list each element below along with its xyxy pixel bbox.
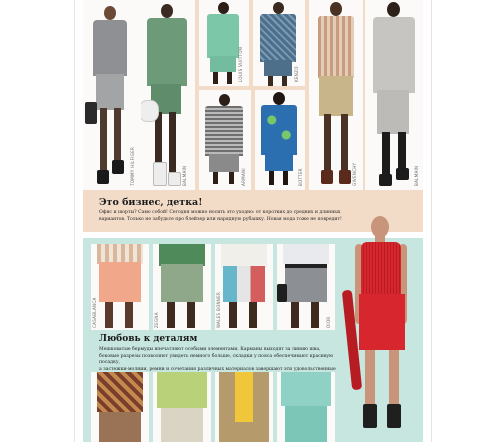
model-shoe: [339, 170, 351, 184]
designer-label: BALMAIN: [415, 165, 420, 186]
designer-label: ZEGNA: [155, 312, 160, 328]
model-leg: [324, 114, 331, 170]
model-sock: [363, 404, 377, 428]
designer-label: CASABLANCA: [93, 297, 98, 328]
photo-peach-shorts: [91, 244, 149, 330]
designer-label: GIVENCHY: [353, 162, 358, 186]
model-leg: [283, 171, 288, 185]
model-leg: [114, 108, 121, 162]
model-jacket: [373, 17, 415, 93]
photo-lime-shirt: [153, 372, 211, 442]
model-shirt: [97, 372, 143, 412]
model-head: [219, 94, 230, 106]
model-shorts: [265, 153, 293, 171]
designer-label: ARMANI: [242, 168, 247, 186]
model-head: [273, 92, 285, 105]
model-leg: [187, 302, 195, 328]
model-leg: [100, 108, 107, 170]
model-shirt: [235, 372, 253, 422]
model-shorts: [209, 154, 239, 172]
model-bag: [277, 284, 287, 302]
model-shorts: [161, 264, 203, 302]
photo-grey-suit: [83, 0, 141, 190]
model-leg: [249, 302, 257, 328]
photo-red-outfit: [341, 208, 423, 442]
model-leg: [169, 112, 176, 172]
model-leg: [291, 302, 299, 328]
model-jacket: [260, 14, 296, 62]
model-leg: [382, 132, 390, 174]
model-bag: [141, 100, 159, 122]
section-title: Это бизнес, детка!: [99, 197, 203, 208]
photo-olive-shorts: [153, 244, 211, 330]
model-jacket: [147, 18, 187, 86]
model-shirt: [157, 372, 207, 408]
model-shoe: [168, 172, 181, 186]
model-shorts: [99, 262, 141, 302]
designer-label: KENZO: [295, 66, 300, 82]
model-shoe: [112, 160, 124, 174]
model-leg: [398, 132, 406, 170]
model-jacket: [93, 20, 127, 76]
model-shorts: [285, 268, 327, 302]
model-jacket: [207, 14, 239, 58]
model-leg: [125, 302, 133, 328]
photo-patch-shorts: [215, 244, 273, 330]
magazine-page: [74, 0, 432, 442]
photo-khaki-shorts: [309, 0, 363, 190]
photo-green-suit: [141, 0, 195, 190]
model-shorts: [359, 294, 405, 350]
model-leg: [341, 114, 348, 170]
model-shoe: [321, 170, 333, 184]
text-line: боковые разрезы позволяют увидеть немного больше, складки у пояса обеспечивают красивую посадку,: [99, 353, 334, 366]
model-leg: [269, 171, 274, 185]
photo-plaid-suit: [253, 0, 305, 86]
model-head: [387, 2, 400, 17]
text-line: вариантов. Только не забудьте про блейзер или нарядную рубашку. Новая мода тоже не повредит!: [99, 216, 342, 222]
model-leg: [282, 76, 287, 86]
model-head: [161, 4, 173, 18]
model-shirt: [318, 16, 354, 78]
model-leg: [268, 76, 273, 86]
model-leg: [389, 350, 399, 406]
model-shorts: [161, 408, 203, 442]
photo-check-jacket: [199, 90, 251, 190]
model-leg: [229, 172, 234, 184]
model-shirt: [283, 244, 329, 264]
model-shirt: [281, 372, 331, 406]
model-head: [273, 2, 284, 14]
model-shoe: [97, 170, 109, 184]
model-head: [218, 2, 229, 14]
model-shorts: [264, 60, 292, 76]
model-shorts: [99, 412, 141, 442]
model-shirt: [97, 244, 143, 264]
model-shorts: [223, 266, 265, 302]
details-section: [83, 238, 423, 442]
model-leg: [105, 302, 113, 328]
designer-label: LOUIS VUITTON: [239, 46, 244, 82]
model-shirt: [221, 244, 267, 268]
photo-tan-coat: [215, 372, 273, 442]
model-shorts: [210, 56, 236, 72]
text-line: Офис и шорты? Само собой! Сегодня можно носить это уходно: от коротких до средних и длинных: [99, 210, 341, 215]
designer-label: DIOR: [327, 316, 332, 328]
section-title: Любовь к деталям: [99, 334, 198, 344]
model-leg: [227, 72, 232, 84]
model-leg: [213, 172, 218, 184]
photo-light-grey-suit: [365, 0, 423, 190]
business-section: [83, 0, 423, 232]
photo-mint-set: [277, 372, 335, 442]
model-shorts: [319, 76, 353, 116]
model-shorts: [377, 90, 409, 134]
photo-mint-suit: [199, 0, 249, 86]
model-head: [104, 6, 116, 20]
model-bag: [85, 102, 97, 124]
model-jacket: [205, 106, 243, 156]
model-leg: [229, 302, 237, 328]
text-line: а застежки-молнии, ремни и сочетания различных материалов завершают эти удовольственные: [99, 366, 336, 372]
model-shoe: [379, 174, 392, 186]
model-leg: [167, 302, 175, 328]
model-shorts: [285, 406, 327, 442]
model-shoe: [153, 162, 167, 186]
model-jacket: [261, 105, 297, 155]
designer-label: BOTTER: [299, 168, 304, 186]
model-head: [371, 216, 389, 238]
model-sock: [387, 404, 401, 428]
designer-label: TOMMY HILFIGER: [131, 146, 136, 186]
model-shoe: [396, 168, 409, 180]
designer-label: WALES BONNER: [217, 291, 222, 328]
photo-belted-shorts: [277, 244, 335, 330]
photo-blue-floral: [255, 90, 305, 190]
model-leg: [213, 72, 218, 84]
model-shorts: [96, 74, 124, 110]
model-shirt: [159, 244, 205, 266]
model-leg: [311, 302, 319, 328]
designer-label: BALMAIN: [183, 165, 188, 186]
model-leg: [365, 350, 375, 406]
photo-brown-shorts: [91, 372, 149, 442]
model-head: [330, 2, 342, 16]
text-line: Мешковатые бермуды впечатляют особыми элементами. Карманы выходят за линию шва,: [99, 347, 321, 352]
model-top: [361, 242, 401, 296]
